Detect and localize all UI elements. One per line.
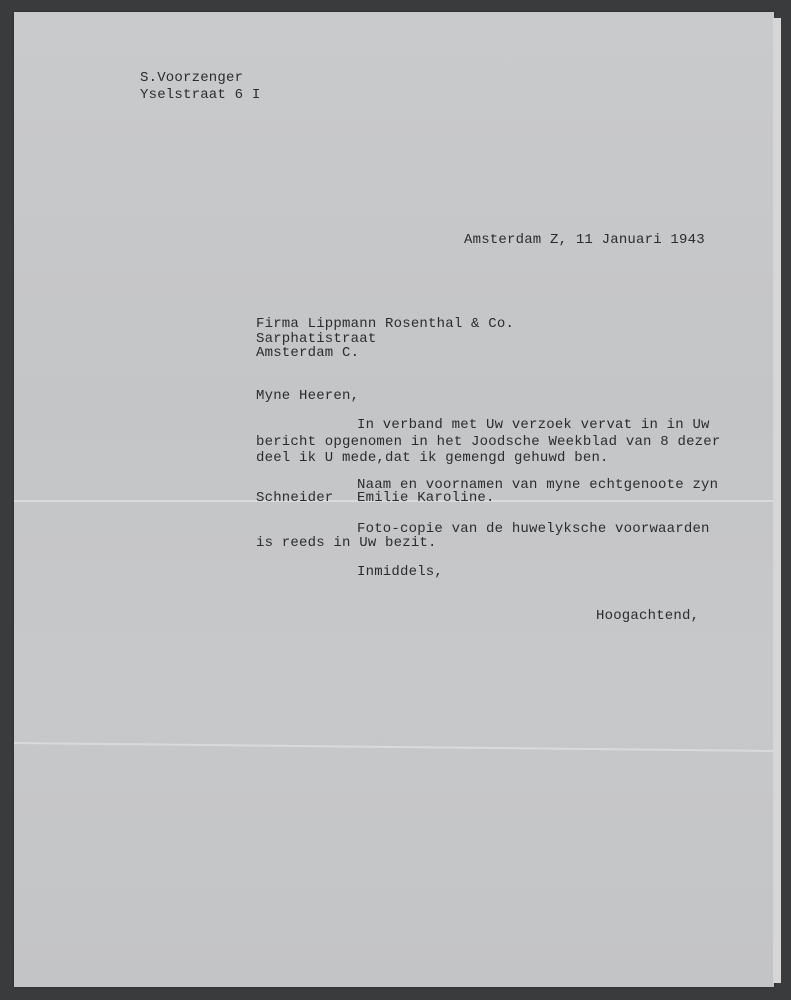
date-line: Amsterdam Z, 11 Januari 1943 [464,232,705,248]
paragraph-2-surname: Schneider [256,490,334,506]
closing-inmiddels: Inmiddels, [357,564,444,580]
paper-fold [14,742,774,752]
recipient-line-1: Firma Lippmann Rosenthal & Co. [256,316,515,332]
recipient-line-2: Sarphatistraat [256,331,377,347]
paragraph-1-line-2: bericht opgenomen in het Joodsche Weekblad van 8 dezer [256,434,721,450]
sender-name: S.Voorzenger [140,70,244,86]
paragraph-3-line-2: is reeds in Uw bezit. [256,535,437,551]
paragraph-3-line-1: Foto-copie van de huwelyksche voorwaarden [357,521,710,537]
paragraph-2-given-names: Emilie Karoline. [357,490,495,506]
recipient-line-3: Amsterdam C. [256,345,360,361]
paragraph-2-line-1: Naam en voornamen van myne echtgenoote zyn [357,477,719,493]
paragraph-1-line-3: deel ik U mede,dat ik gemengd gehuwd ben. [256,450,609,466]
paragraph-1-line-1: In verband met Uw verzoek vervat in in Uw [357,417,710,433]
paper-edge [773,18,781,983]
sender-address: Yselstraat 6 I [140,87,261,103]
salutation: Myne Heeren, [256,388,360,404]
closing-hoogachtend: Hoogachtend, [596,608,700,624]
